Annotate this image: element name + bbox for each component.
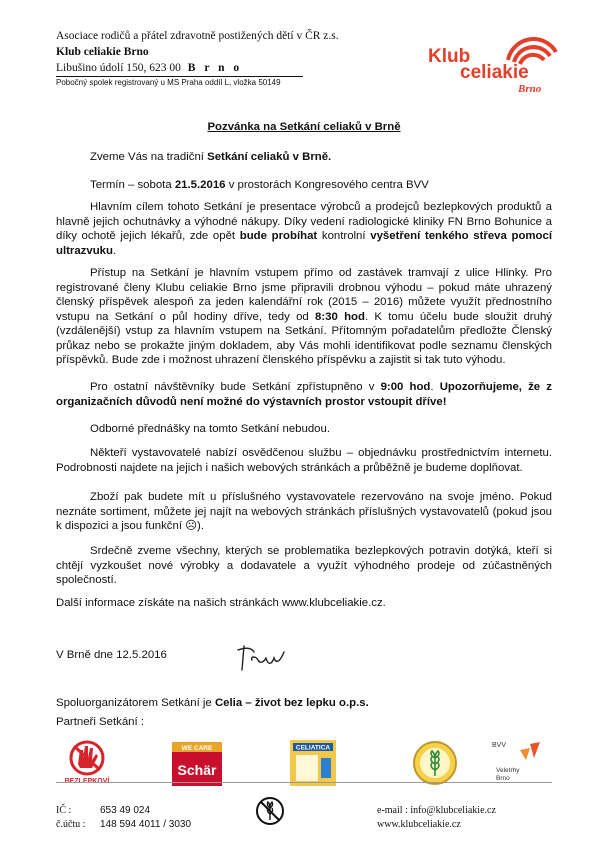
paragraph-more-info: Další informace získáte na našich stránkách www.klubceliakie.cz. bbox=[56, 597, 386, 609]
svg-text:CELIATICA: CELIATICA bbox=[295, 744, 331, 752]
club-name: Klub celiakie Brno bbox=[56, 46, 149, 58]
footer-ic-value: 653 49 024 bbox=[100, 805, 151, 816]
address-street: Libušino údolí 150, 623 00 bbox=[56, 62, 181, 74]
co-organizer-line: Spoluorganizátorem Setkání je Celia – život bez lepku o.p.s. bbox=[56, 697, 369, 709]
logo-text-klub: Klub bbox=[428, 46, 471, 67]
date-line: V Brně dne 12.5.2016 bbox=[56, 649, 167, 661]
footer-ic-label: IČ : bbox=[56, 805, 72, 816]
svg-text:Brno: Brno bbox=[496, 775, 510, 782]
footer-email[interactable]: e-mail : info@klubceliakie.cz bbox=[377, 805, 496, 816]
address-city: B r n o bbox=[187, 62, 243, 74]
bvv-logo bbox=[490, 738, 546, 786]
logo-text-brno: Brno bbox=[518, 83, 542, 95]
registration-note: Pobočný spolek registrovaný u MS Praha oddíl L, vložka 50149 bbox=[56, 78, 281, 87]
svg-text:Schär: Schär bbox=[177, 762, 217, 778]
paragraph-date: Termín – sobota 21.5.2016 v prostorách Kongresového centra BVV bbox=[90, 179, 429, 191]
paragraph-opening: Pro ostatní návštěvníky bude Setkání zpřístupněno v 9:00 hod. Upozorňujeme, že z organizačních důvodů není možné do výstavních prostor vstoupit dříve! bbox=[56, 381, 552, 408]
gluten-free-ear-logo bbox=[410, 740, 460, 786]
footer-web[interactable]: www.klubceliakie.cz bbox=[377, 819, 461, 830]
paragraph-main-goal: Hlavním cílem tohoto Setkání je presentace výrobců a prodejců bezlepkových produktů a hlavně jejich ochutnávky a výhodné nákupy. Díky vedení radiologické kliniky FN Brno Bohunice a díky ochotě jejich lékařů, zde opět bude probíhat kontrolní vyšetření tenkého střeva pomocí ultrazvuku. bbox=[56, 201, 552, 257]
logo-text-celiakie: celiakie bbox=[460, 62, 529, 83]
club-address bbox=[56, 62, 242, 74]
bezlepkovi-logo bbox=[60, 738, 114, 786]
svg-text:Veletrhy: Veletrhy bbox=[496, 767, 520, 774]
footer-account-label: č.účtu : bbox=[56, 819, 86, 830]
klub-celiakie-logo bbox=[420, 22, 560, 100]
org-name: Asociace rodičů a přátel zdravotně postižených dětí v ČR z.s. bbox=[56, 30, 339, 42]
paragraph-lectures: Odborné přednášky na tomto Setkání nebudou. bbox=[90, 423, 330, 435]
letter-title: Pozvánka na Setkání celiaků v Brně bbox=[207, 121, 401, 133]
paragraph-online-orders: Někteří vystavovatelé nabízí osvědčenou službu – objednávku prostřednictvím internetu. Podrobnosti najdete na jejich i našich webových stránkách a průběžně je budeme doplňovat. bbox=[56, 447, 552, 474]
footer-divider bbox=[56, 782, 552, 783]
paragraph-invitation: Zveme Vás na tradiční Setkání celiaků v Brně. bbox=[90, 151, 332, 163]
svg-text:BEZLEPKOVÍ: BEZLEPKOVÍ bbox=[64, 778, 110, 785]
svg-text:WE CARE: WE CARE bbox=[181, 745, 213, 752]
svg-text:BVV: BVV bbox=[492, 742, 507, 749]
paragraph-reservation: Zboží pak budete mít u příslušného vystavovatele rezervováno na svoje jméno. Pokud neznáte sortiment, můžete jej najít na webových stránkách příslušných vystavovatelů (pokud jsou k dispozici a jsou funkční ☹). bbox=[56, 491, 552, 532]
signature-image bbox=[236, 642, 296, 676]
no-gluten-icon bbox=[255, 796, 285, 826]
partners-label: Partneři Setkání : bbox=[56, 716, 145, 728]
header-underline bbox=[56, 76, 303, 77]
celiatica-logo bbox=[290, 740, 336, 786]
footer-account-value: 148 594 4011 / 3030 bbox=[100, 819, 192, 830]
schar-logo bbox=[172, 742, 222, 786]
paragraph-access: Přístup na Setkání je hlavním vstupem přímo od zastávek tramvají z ulice Hlinky. Pro registrované členy Klubu celiakie Brno jsme připravili drobnou výhodu – pokud máte uhrazený členský příspěvek alespoň za jeden kalendářní rok (2015 – 2016) můžete využít přednostního vstupu na Setkání o půl hodiny dříve, tedy od 8:30 hod. K tomu účelu bude sloužit druhý (vzdálenější) vstup za hlavním vstupem na Setkání. Přítomným pořadatelům předložte Členský průkaz nebo se prokažte jiným dokladem, aby Vás mohli identifikovat podle seznamu členských příspěvků. Bude zde i možnost uhrazení členského příspěvku a zajistit si tak tuto výhodu. bbox=[56, 267, 552, 366]
paragraph-welcome: Srdečně zveme všechny, kterých se problematika bezlepkových potravin dotýká, kteří si chtějí vyzkoušet nové výrobky a dodavatele a využít výhodného prodeje od zúčastněných společností. bbox=[56, 545, 552, 586]
